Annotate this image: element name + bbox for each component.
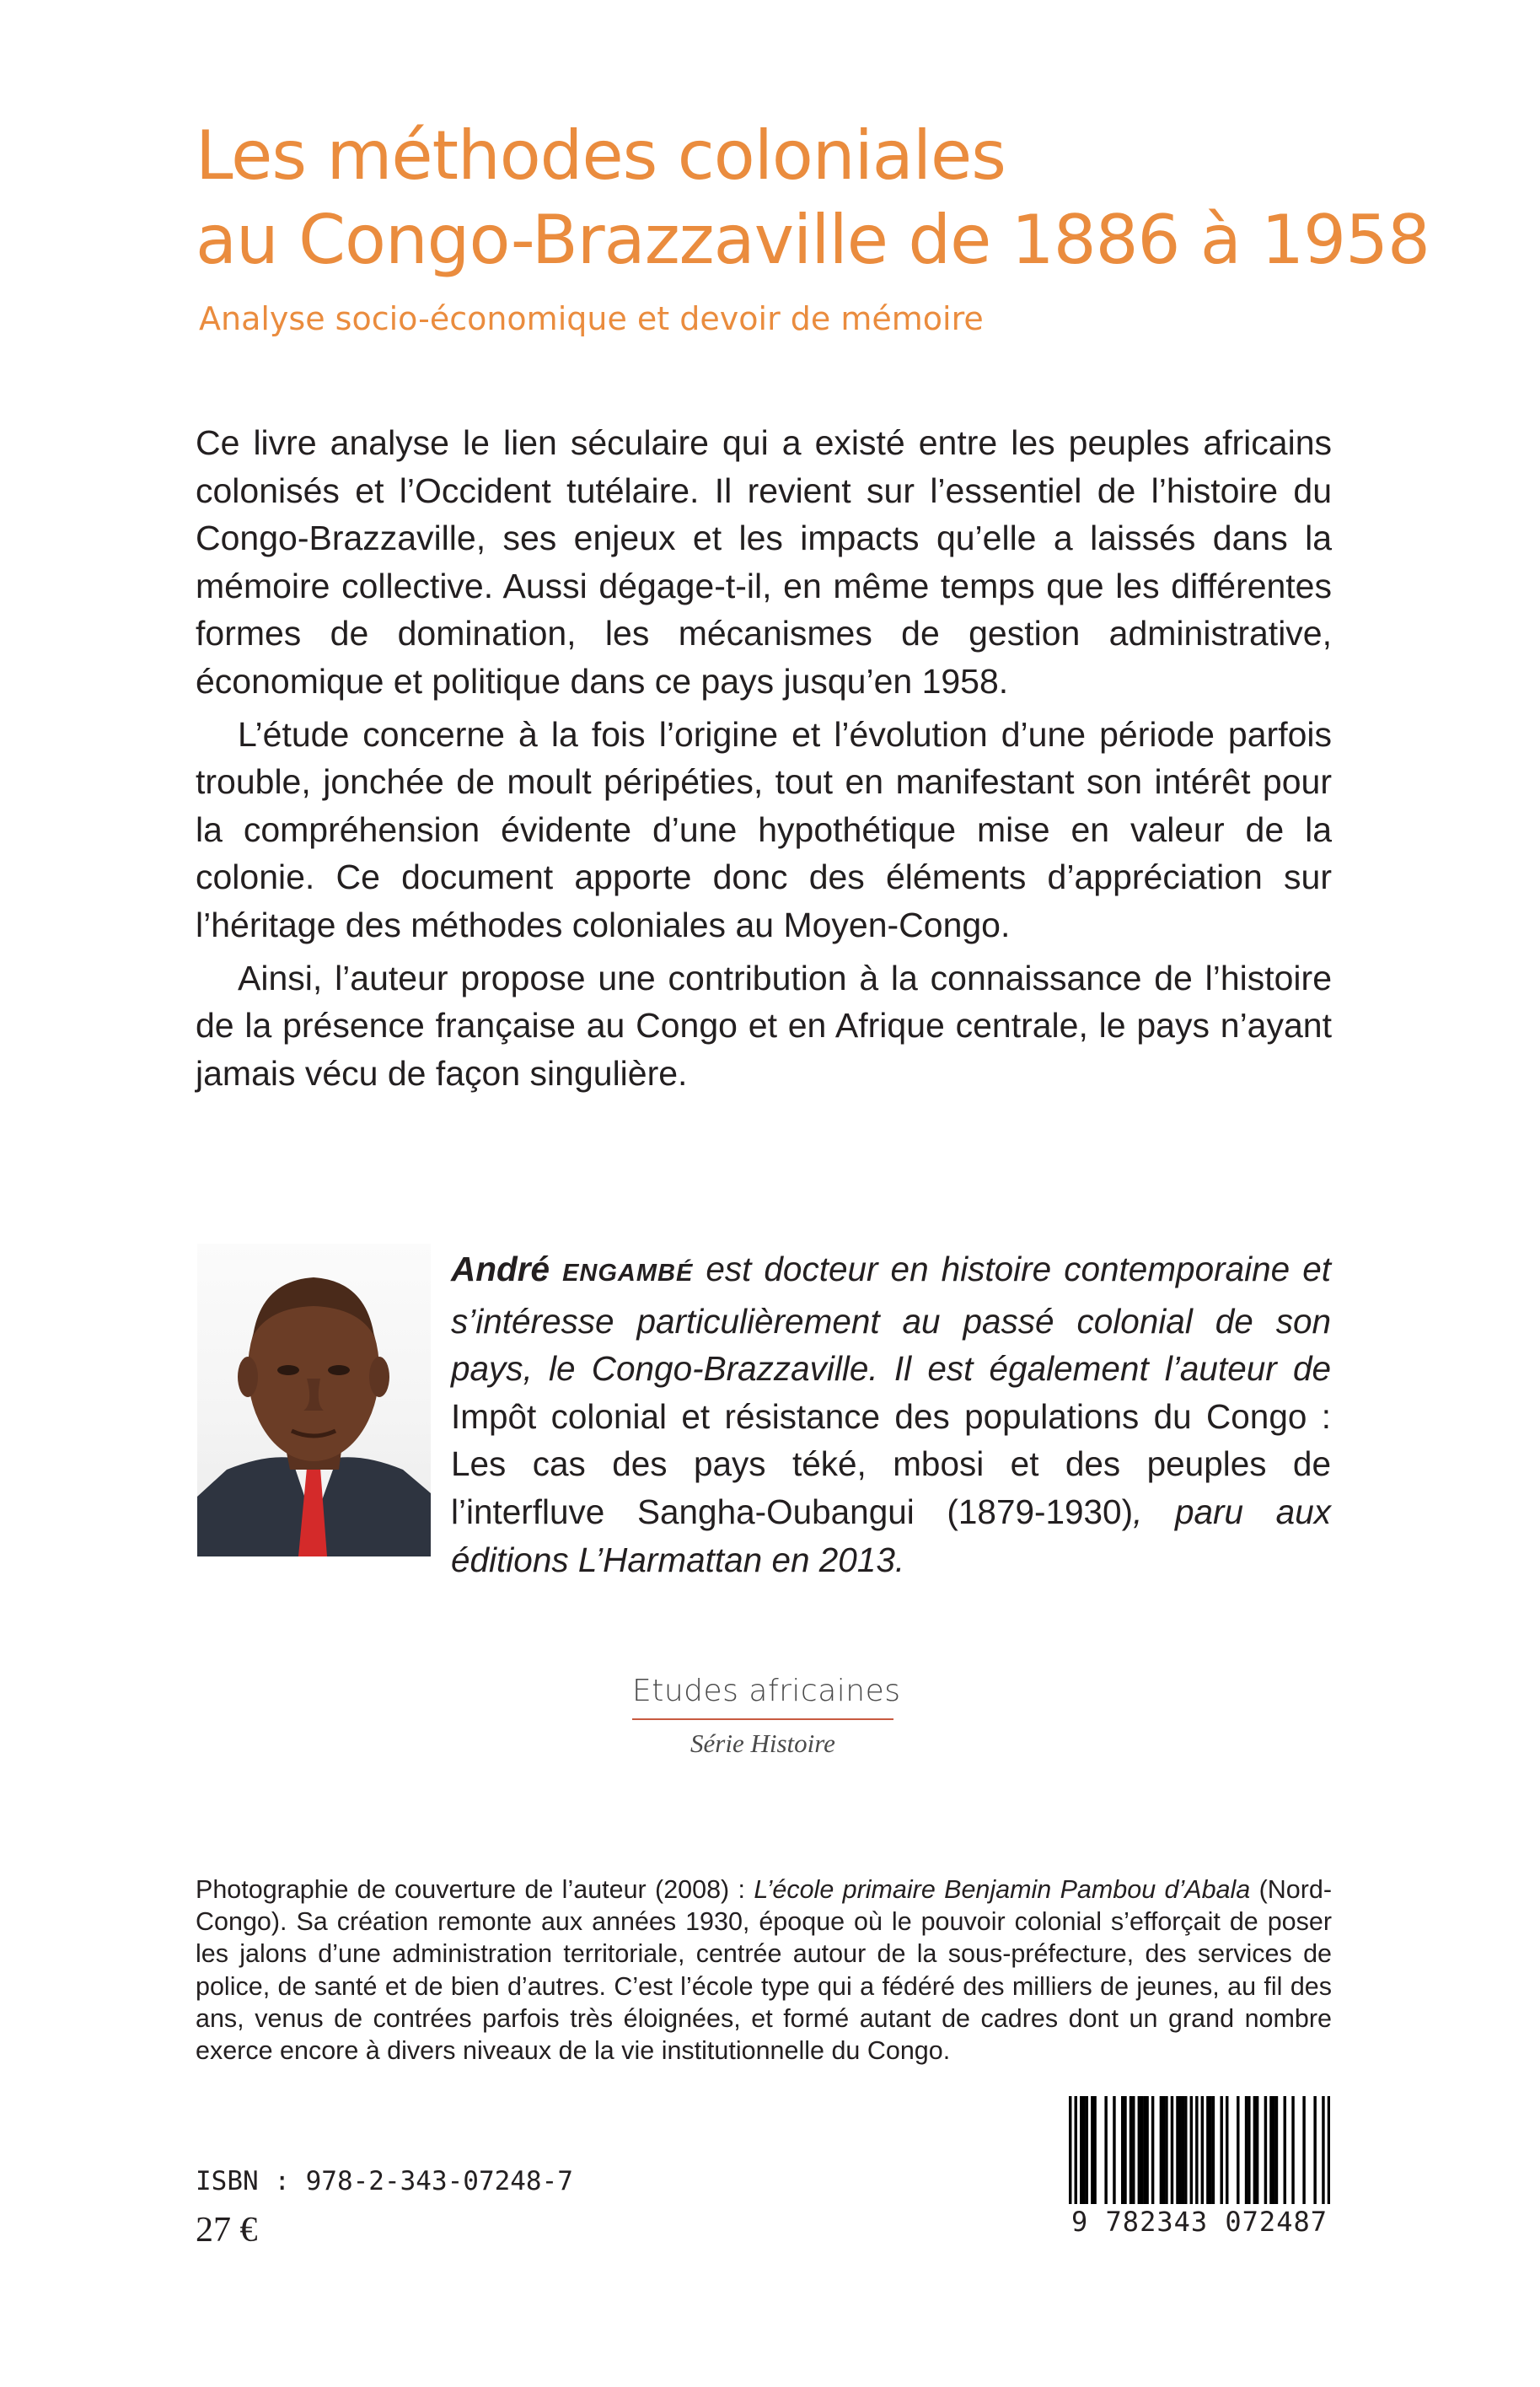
barcode-bar: [1104, 2096, 1107, 2204]
price: 27 €: [196, 2211, 258, 2250]
barcode-bar: [1284, 2096, 1286, 2204]
barcode-bar: [1151, 2096, 1154, 2204]
barcode: [1069, 2096, 1330, 2239]
barcode-bar: [1272, 2096, 1274, 2204]
author-bio: [451, 1245, 1331, 1583]
barcode-bar: [1124, 2096, 1126, 2204]
author-last-name: ENGAMBÉ: [562, 1260, 694, 1287]
barcode-bar: [1237, 2096, 1239, 2204]
barcode-bar: [1264, 2096, 1267, 2204]
barcode-bar: [1080, 2096, 1082, 2204]
author-bio-outro: , paru aux éditions L’Harmattan en 2013.: [451, 1492, 1331, 1579]
barcode-bar: [1302, 2096, 1305, 2204]
author-first-name: André: [451, 1250, 550, 1288]
barcode-bar: [1195, 2096, 1198, 2204]
author-photo: [197, 1244, 431, 1556]
barcode-bar: [1190, 2096, 1193, 2204]
barcode-bar: [1162, 2096, 1165, 2204]
barcode-bar: [1182, 2096, 1184, 2204]
book-summary: [196, 419, 1332, 1102]
barcode-bar: [1269, 2096, 1272, 2204]
barcode-bar: [1075, 2096, 1077, 2204]
barcode-bar: [1146, 2096, 1148, 2204]
isbn: ISBN : 978-2-343-07248-7: [196, 2166, 573, 2196]
author-bio-intro: est docteur en histoire contemporaine et s’intéresse particulièrement au passé colonial de son pays, le Congo-Brazzaville. Il est également l’auteur de: [451, 1250, 1331, 1389]
summary-paragraph-3: Ainsi, l’auteur propose une contribution à la connaissance de l’histoire de la présence française au Congo et en Afrique centrale, le pays n’ayant jamais vécu de façon singulière.: [196, 958, 1332, 1093]
barcode-bar: [1130, 2096, 1132, 2204]
credit-intro: Photographie de couverture de l’auteur (2008) :: [196, 1875, 754, 1904]
barcode-bar: [1201, 2096, 1204, 2204]
summary-paragraph-2: L’étude concerne à la fois l’origine et l’évolution d’une période parfois trouble, jonchée de moult péripéties, tout en manifestant son intérêt pour la compréhension évidente d’une hypothétique mise en valeur de la colonie. Ce document apporte donc des éléments d’appréciation sur l’héritage des méthodes coloniales au Moyen-Congo.: [196, 714, 1332, 944]
barcode-bar: [1121, 2096, 1124, 2204]
barcode-bar: [1206, 2096, 1209, 2204]
barcode-bar: [1069, 2096, 1071, 2204]
barcode-bar: [1209, 2096, 1211, 2204]
barcode-bar: [1176, 2096, 1178, 2204]
credit-subject: L’école primaire Benjamin Pambou d’Abala: [754, 1875, 1251, 1904]
series-rule: [632, 1718, 893, 1720]
book-title-line-2: au Congo-Brazzaville de 1886 à 1958: [196, 201, 1430, 279]
series-logo: [632, 1669, 901, 1761]
barcode-bar: [1086, 2096, 1088, 2204]
barcode-bar: [1313, 2096, 1316, 2204]
barcode-bar: [1184, 2096, 1187, 2204]
book-title-line-1: Les méthodes coloniales: [196, 116, 1006, 195]
barcode-bar: [1226, 2096, 1228, 2204]
barcode-bar: [1143, 2096, 1146, 2204]
barcode-bar: [1248, 2096, 1250, 2204]
author-previous-book-title: Impôt colonial et résistance des populations du Congo : Les cas des pays téké, mbosi et des peuples de l’interfluve Sangha-Oubangui (1879-1930): [451, 1396, 1331, 1531]
barcode-bar: [1082, 2096, 1085, 2204]
series-name: Etudes africaines: [632, 1674, 901, 1708]
summary-paragraph-1: Ce livre analyse le lien séculaire qui a existé entre les peuples africains colonisés et l’Occident tutélaire. Il revient sur l’essentiel de l’histoire du Congo-Brazzaville, ses enjeux et les impacts qu’elle a laissés dans la mémoire collective. Aussi dégage-t-il, en même temps que les différentes formes de domination, les mécanismes de gestion administrative, économique et politique dans ce pays jusqu’en 1958.: [196, 423, 1332, 701]
barcode-bar: [1322, 2096, 1324, 2204]
barcode-bar: [1160, 2096, 1162, 2204]
barcode-bar: [1091, 2096, 1093, 2204]
barcode-bar: [1165, 2096, 1167, 2204]
barcode-bar: [1179, 2096, 1182, 2204]
barcode-bar: [1132, 2096, 1135, 2204]
barcode-bar: [1328, 2096, 1330, 2204]
cover-photo-credit: [196, 1874, 1332, 2067]
barcode-bar: [1275, 2096, 1278, 2204]
barcode-bar: [1093, 2096, 1096, 2204]
book-subtitle: Analyse socio-économique et devoir de mémoire: [199, 300, 984, 337]
series-subseries: Série Histoire: [690, 1728, 835, 1758]
barcode-bar: [1212, 2096, 1215, 2204]
barcode-bar: [1291, 2096, 1294, 2204]
barcode-bar: [1113, 2096, 1115, 2204]
barcode-bar: [1256, 2096, 1258, 2204]
barcode-number: 9 782343 072487: [1069, 2204, 1330, 2239]
credit-text: (Nord-Congo). Sa création remonte aux années 1930, époque où le pouvoir colonial s’efforçait de poser les jalons d’une administration territoriale, centrée autour de la sous-préfecture, des services de police, de santé et de bien d’autres. C’est l’école type qui a fédéré des milliers de jeunes, au fil des ans, venus de contrées parfois très éloignées, et formé autant de cadres dont un grand nombre exerce encore à divers niveaux de la vie institutionnelle du Congo.: [196, 1875, 1332, 2066]
barcode-bar: [1140, 2096, 1143, 2204]
barcode-bar: [1138, 2096, 1140, 2204]
barcode-bar: [1245, 2096, 1248, 2204]
book-title: [196, 114, 1430, 282]
barcode-bar: [1220, 2096, 1222, 2204]
barcode-bar: [1253, 2096, 1256, 2204]
barcode-bar: [1171, 2096, 1173, 2204]
